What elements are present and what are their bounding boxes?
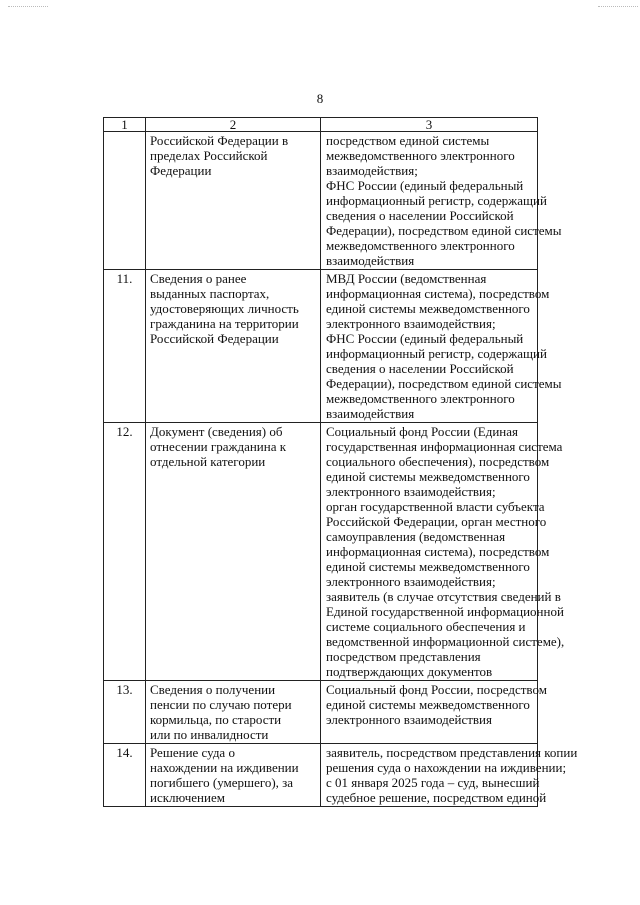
information-type-line: пенсии по случаю потери: [150, 697, 292, 712]
source-line: информационный регистр, содержащий: [326, 193, 547, 208]
source-line: посредством представления: [326, 649, 481, 664]
source-line: социального обеспечения), посредством: [326, 454, 550, 469]
information-type-line: Российской Федерации: [150, 331, 279, 346]
information-type-line: нахождении на иждивении: [150, 760, 299, 775]
information-type-line: пределах Российской: [150, 148, 268, 163]
row-number-cell: 11.: [104, 270, 146, 423]
source-line: электронного взаимодействия;: [326, 316, 496, 331]
source-line: Социальный фонд России, посредством: [326, 682, 547, 697]
source-line: межведомственного электронного: [326, 391, 515, 406]
information-type-line: выданных паспортах,: [150, 286, 270, 301]
information-type-line: Федерации: [150, 163, 212, 178]
table-header-row: [104, 118, 538, 132]
source-line: ФНС России (единый федеральный: [326, 178, 524, 193]
source-line: ведомственной информационной системе),: [326, 634, 565, 649]
source-line: электронного взаимодействия;: [326, 574, 496, 589]
source-cell: [321, 270, 562, 423]
source-line: взаимодействия;: [326, 163, 418, 178]
row-number-cell: 12.: [104, 423, 146, 681]
source-line: межведомственного электронного: [326, 148, 515, 163]
source-line: государственная информационная система: [326, 439, 563, 454]
source-line: Российской Федерации, орган местного: [326, 514, 547, 529]
source-line: сведения о населении Российской: [326, 361, 514, 376]
source-line: Федерации), посредством единой системы: [326, 223, 562, 238]
information-type-cell: [146, 423, 321, 681]
information-type-line: Решение суда о: [150, 745, 235, 760]
information-type-cell: [146, 681, 321, 744]
page-number: 8: [316, 91, 324, 106]
information-type-cell: [146, 270, 321, 423]
source-line: ФНС России (единый федеральный: [326, 331, 524, 346]
source-line: МВД России (ведомственная: [326, 271, 487, 286]
header-cell-1: 1: [104, 118, 146, 132]
source-line: единой системы межведомственного: [326, 301, 530, 316]
table-body: [104, 117, 578, 807]
source-line: межведомственного электронного: [326, 238, 515, 253]
information-type-line: кормильца, по старости: [150, 712, 282, 727]
table-row: [104, 744, 538, 807]
table-row: [104, 423, 538, 681]
information-type-line: Сведения о ранее: [150, 271, 247, 286]
scan-artifact: [8, 6, 48, 9]
source-line: с 01 января 2025 года – суд, вынесший: [326, 775, 540, 790]
source-cell: [321, 681, 547, 744]
information-type-line: отнесении гражданина к: [150, 439, 287, 454]
row-number-cell: 13.: [104, 681, 146, 744]
source-line: электронного взаимодействия: [326, 712, 492, 727]
scan-artifact: [598, 6, 638, 9]
source-cell: [321, 744, 578, 807]
source-line: взаимодействия: [326, 253, 415, 268]
source-line: посредством единой системы: [326, 133, 490, 148]
information-type-line: погибшего (умершего), за: [150, 775, 294, 790]
header-cell-2: 2: [146, 118, 321, 132]
table-row: [104, 681, 538, 744]
source-line: решения суда о нахождении на иждивении;: [326, 760, 567, 775]
source-line: единой системы межведомственного: [326, 559, 530, 574]
source-line: самоуправления (ведомственная: [326, 529, 506, 544]
information-type-cell: [146, 744, 321, 807]
information-type-line: Документ (сведения) об: [150, 424, 283, 439]
source-line: орган государственной власти субъекта: [326, 499, 545, 514]
source-line: сведения о населении Российской: [326, 208, 514, 223]
information-type-cell: [146, 132, 321, 270]
information-type-line: удостоверяющих личность: [150, 301, 299, 316]
source-line: единой системы межведомственного: [326, 697, 530, 712]
source-line: заявитель (в случае отсутствия сведений в: [326, 589, 561, 604]
table-row: [104, 132, 538, 270]
row-number-cell: [104, 132, 146, 270]
source-line: взаимодействия: [326, 406, 415, 421]
source-line: системе социального обеспечения и: [326, 619, 526, 634]
source-line: заявитель, посредством представления копии: [326, 745, 578, 760]
source-line: Единой государственной информационной: [326, 604, 564, 619]
source-cell: [321, 423, 565, 681]
information-type-line: гражданина на территории: [150, 316, 299, 331]
information-type-line: или по инвалидности: [150, 727, 269, 742]
row-number-cell: 14.: [104, 744, 146, 807]
source-line: судебное решение, посредством единой: [326, 790, 547, 805]
source-line: подтверждающих документов: [326, 664, 493, 679]
table-row: [104, 270, 538, 423]
source-line: электронного взаимодействия;: [326, 484, 496, 499]
information-type-line: отдельной категории: [150, 454, 266, 469]
source-line: информационная система), посредством: [326, 544, 550, 559]
source-line: единой системы межведомственного: [326, 469, 530, 484]
source-line: информационный регистр, содержащий: [326, 346, 547, 361]
information-type-line: Российской Федерации в: [150, 133, 289, 148]
source-line: Федерации), посредством единой системы: [326, 376, 562, 391]
header-cell-3: 3: [321, 118, 538, 132]
services-table: [103, 117, 578, 807]
source-cell: [321, 132, 562, 270]
source-line: информационная система), посредством: [326, 286, 550, 301]
information-type-line: Сведения о получении: [150, 682, 276, 697]
information-type-line: исключением: [150, 790, 225, 805]
source-line: Социальный фонд России (Единая: [326, 424, 519, 439]
